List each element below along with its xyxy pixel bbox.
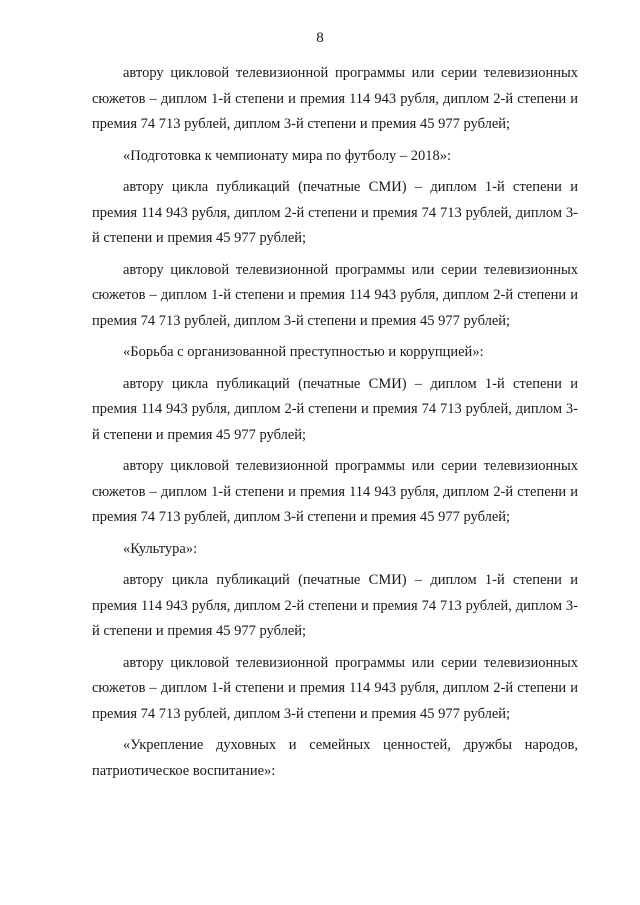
paragraph: автору цикла публикаций (печатные СМИ) – диплом 1-й степени и премия 114 943 рубля, диплом 2-й степени и премия 74 713 рублей, диплом 3-й степени и премия 45 977 рублей; xyxy=(92,375,578,443)
paragraph: автору цикла публикаций (печатные СМИ) – диплом 1-й степени и премия 114 943 рубля, диплом 2-й степени и премия 74 713 рублей, диплом 3-й степени и премия 45 977 рублей; xyxy=(92,572,578,639)
section-heading: «Укрепление духовных и семейных ценностей, дружбы народов, патриотическое воспитание»: xyxy=(92,737,578,779)
paragraph: автору цикла публикаций (печатные СМИ) – диплом 1-й степени и премия 114 943 рубля, диплом 2-й степени и премия 74 713 рублей, диплом 3-й степени и премия 45 977 рублей; xyxy=(92,179,578,246)
paragraph: автору цикловой телевизионной программы или серии телевизионных сюжетов – диплом 1-й степени и премия 114 943 рубля, диплом 2-й степени и премия 74 713 рублей, диплом 3-й степени и премия 45 977 рублей; xyxy=(92,261,578,329)
section-heading: «Подготовка к чемпионату мира по футболу – 2018»: xyxy=(123,147,452,164)
paragraph: автору цикловой телевизионной программы или серии телевизионных сюжетов – диплом 1-й степени и премия 114 943 рубля, диплом 2-й степени и премия 74 713 рублей, диплом 3-й степени и премия 45 977 рублей; xyxy=(92,65,578,132)
document-body xyxy=(92,61,578,790)
section-heading: «Борьба с организованной преступностью и коррупцией»: xyxy=(123,344,484,360)
page-number: 8 xyxy=(316,30,324,46)
paragraph: автору цикловой телевизионной программы или серии телевизионных сюжетов – диплом 1-й степени и премия 114 943 рубля, диплом 2-й степени и премия 74 713 рублей, диплом 3-й степени и премия 45 977 рублей; xyxy=(92,654,578,722)
paragraph: автору цикловой телевизионной программы или серии телевизионных сюжетов – диплом 1-й степени и премия 114 943 рубля, диплом 2-й степени и премия 74 713 рублей, диплом 3-й степени и премия 45 977 рублей; xyxy=(92,458,578,525)
section-heading: «Культура»: xyxy=(123,540,198,557)
